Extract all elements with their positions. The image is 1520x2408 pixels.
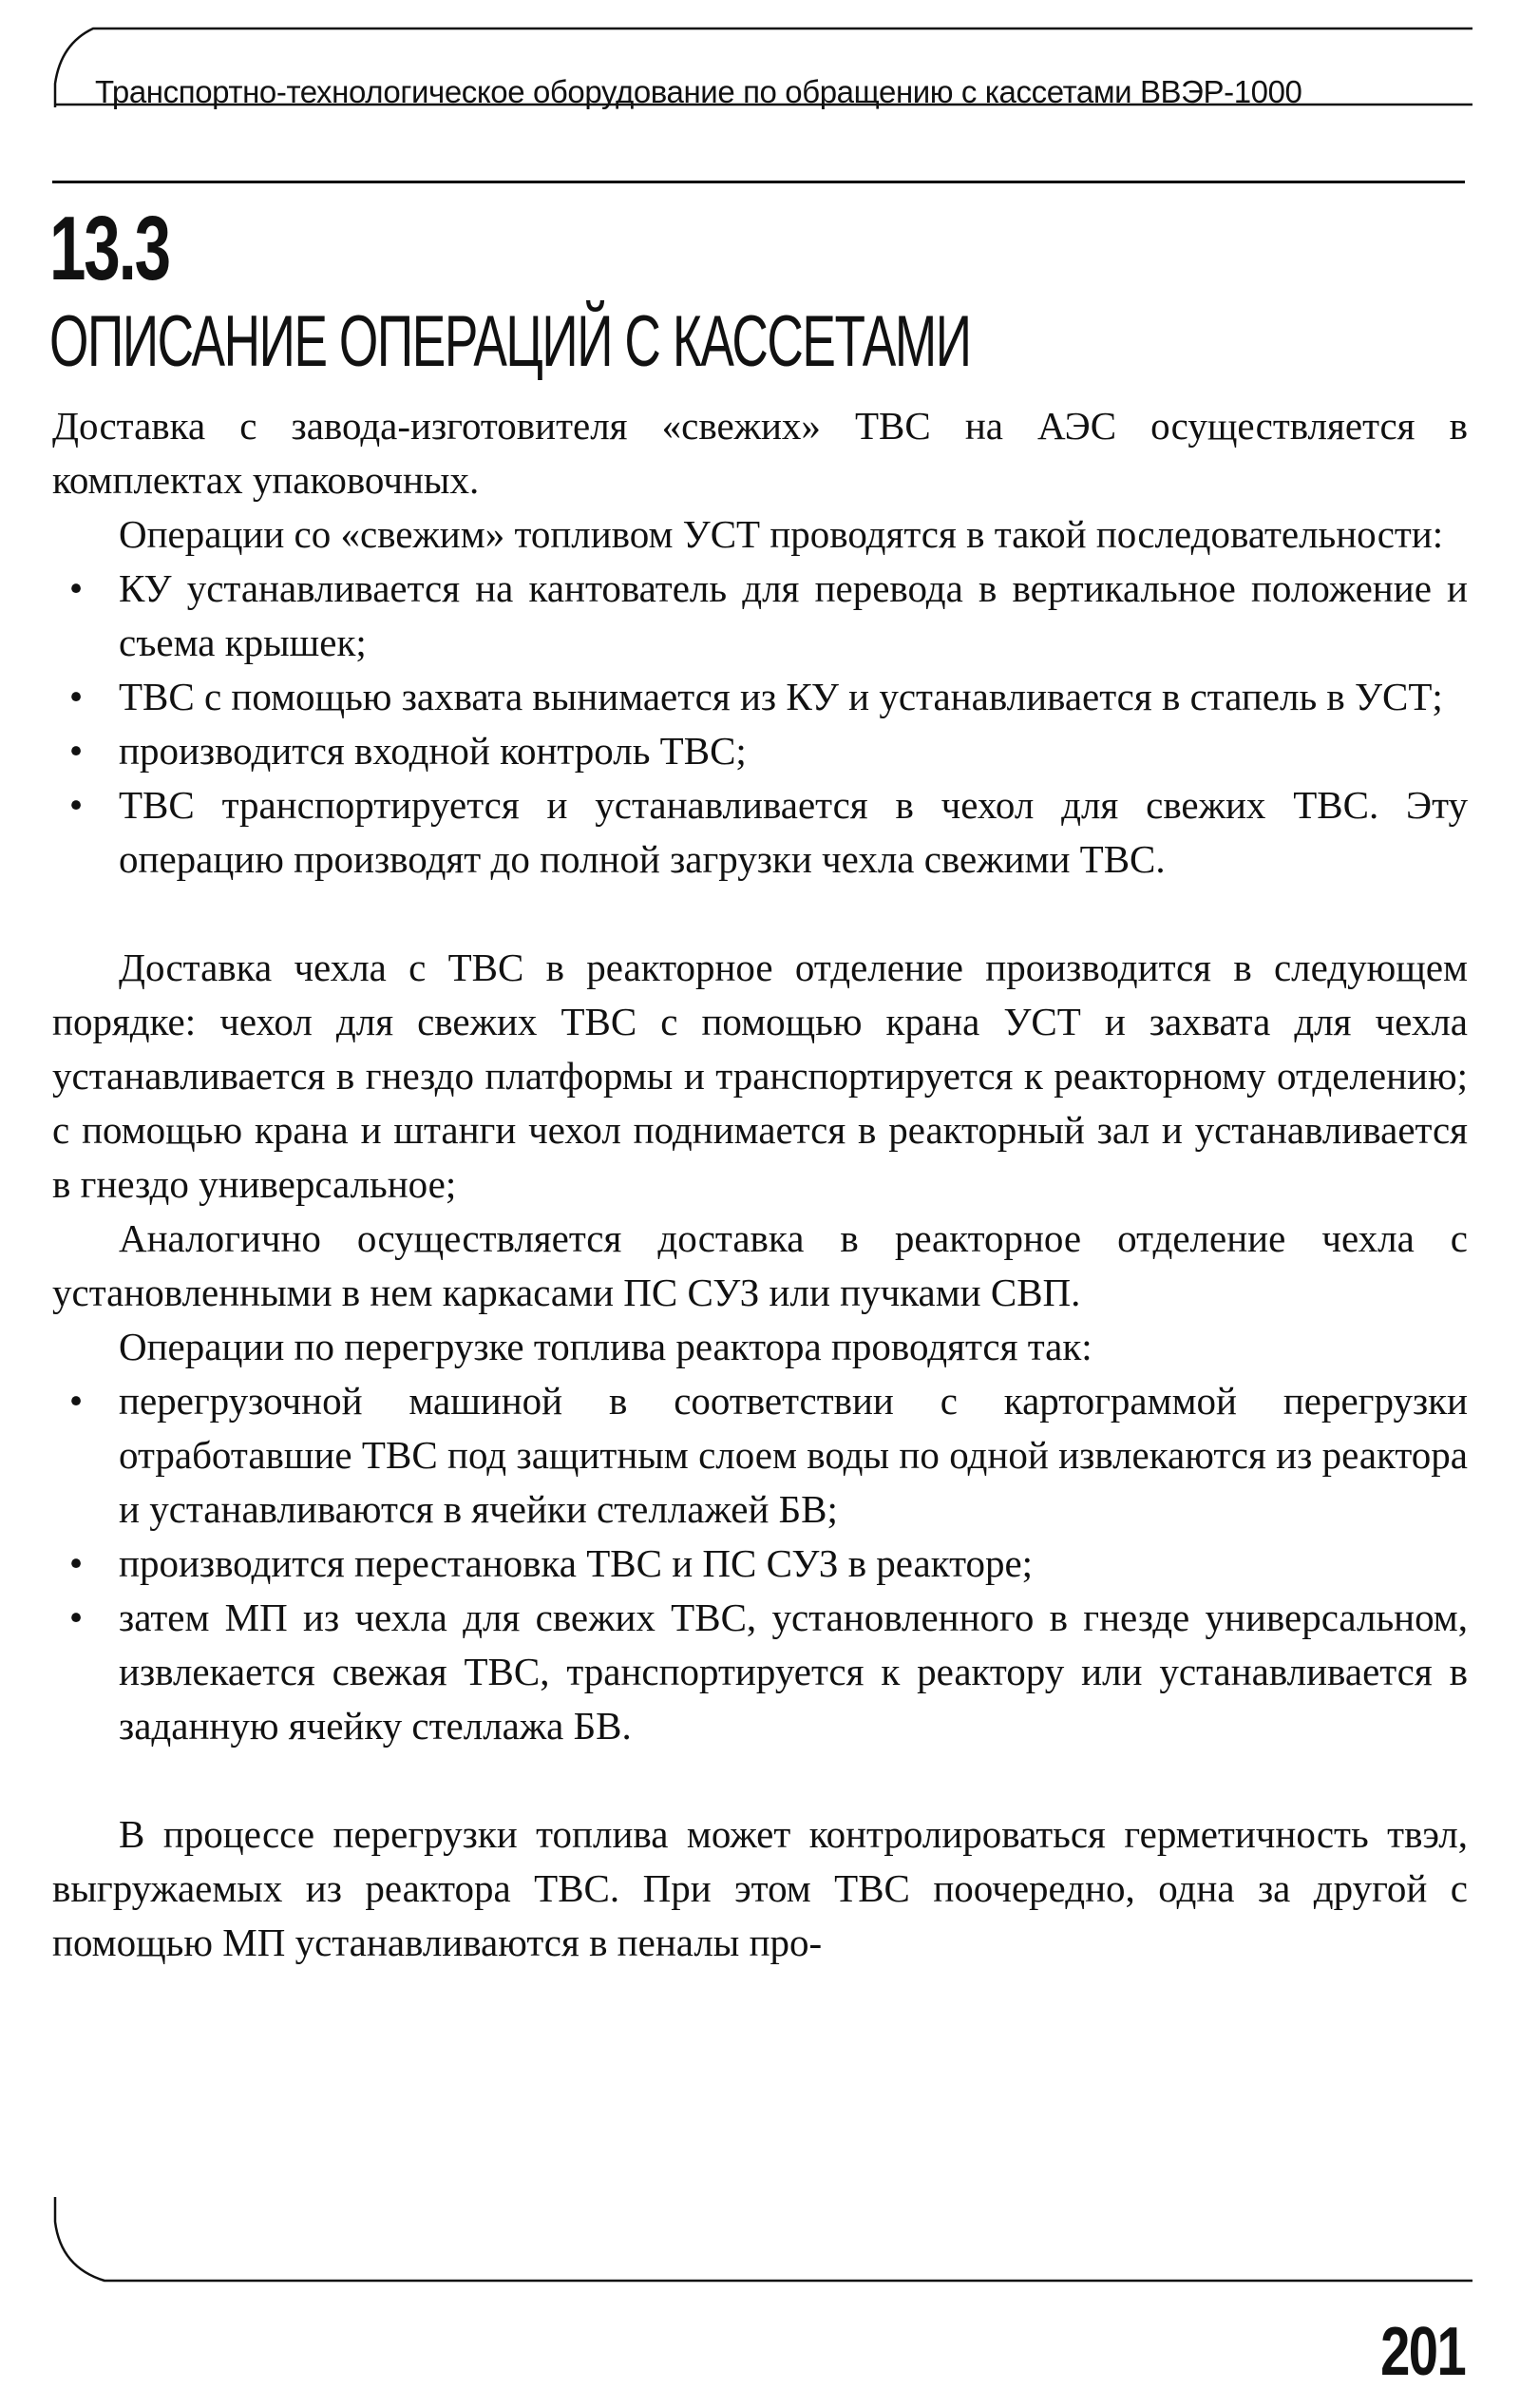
list-item-text: производится входной контроль ТВС; [119, 729, 747, 773]
list-item-text: ТВС с помощью захвата вынимается из КУ и устанавливается в стапель в УСТ; [119, 675, 1443, 718]
list-item [52, 778, 1468, 887]
running-header-frame [48, 27, 1472, 112]
list-item [52, 1591, 1468, 1753]
list-item-text: КУ устанавливается на кантователь для перевода в вертикальное положение и съема крышек; [119, 566, 1468, 664]
bullet-icon: • [68, 675, 84, 718]
paragraph-spacer [52, 887, 1468, 941]
bullet-list-1 [52, 562, 1468, 887]
bullet-icon: • [68, 566, 84, 610]
list-item-text: ТВС транспортируется и устанавливается в чехол для свежих ТВС. Эту операцию производят до полной загрузки чехла свежими ТВС. [119, 783, 1468, 881]
paragraph-2: Операции со «свежим» топливом УСТ проводятся в такой последовательности: [119, 512, 1444, 556]
running-header-title: Транспортно-технологическое оборудование по обращению с кассетами ВВЭР-1000 [95, 74, 1302, 109]
bullet-icon: • [68, 783, 84, 827]
body-text [52, 399, 1468, 1970]
paragraph-3: Доставка чехла с ТВС в реакторное отделение производится в следующем порядке: чехол для свежих ТВС с помощью крана УСТ и захвата для чехла устанавливается в гнездо платформы и транспортируется к реакторному отделению; с помощью крана и штанги чехол поднимается в реакторный зал и устанавливается в гнездо универсальное; [52, 946, 1468, 1206]
footer-frame [48, 2195, 1472, 2300]
list-item [52, 724, 1468, 778]
section-number: 13.3 [49, 198, 169, 299]
paragraph-6: В процессе перегрузки топлива может контролироваться герметичность твэл, выгружаемых из реактора ТВС. При этом ТВС поочередно, одна за другой с помощью МП устанавливаются в пеналы про- [52, 1812, 1468, 1964]
header-rule [52, 181, 1465, 183]
list-item [52, 562, 1468, 670]
bullet-icon: • [68, 729, 84, 773]
paragraph-spacer [52, 1753, 1468, 1807]
page-number: 201 [1379, 2314, 1465, 2390]
paragraph-5: Операции по перегрузке топлива реактора проводятся так: [119, 1325, 1092, 1368]
paragraph-4: Аналогично осуществляется доставка в реакторное отделение чехла с установленными в нем каркасами ПС СУЗ или пучками СВП. [52, 1216, 1468, 1314]
bullet-icon: • [68, 1541, 84, 1585]
list-item-text: перегрузочной машиной в соответствии с картограммой перегрузки отработавшие ТВС под защитным слоем воды по одной извлекаются из реактора и устанавливаются в ячейки стеллажей БВ; [119, 1379, 1468, 1531]
bullet-icon: • [68, 1596, 84, 1639]
footer-frame-lines [48, 2195, 1472, 2300]
list-item-text: затем МП из чехла для свежих ТВС, установленного в гнезде универсальном, извлекается свежая ТВС, транспортируется к реактору или устанавливается в заданную ячейку стеллажа БВ. [119, 1596, 1468, 1748]
list-item-text: производится перестановка ТВС и ПС СУЗ в реакторе; [119, 1541, 1034, 1585]
list-item [52, 670, 1468, 724]
paragraph-1: Доставка с завода-изготовителя «свежих» ТВС на АЭС осуществляется в комплектах упаковочных. [52, 404, 1468, 502]
section-title: ОПИСАНИЕ ОПЕРАЦИЙ С КАССЕТАМИ [49, 301, 971, 382]
bullet-list-2 [52, 1374, 1468, 1753]
list-item [52, 1537, 1468, 1591]
list-item [52, 1374, 1468, 1537]
bullet-icon: • [68, 1379, 84, 1423]
